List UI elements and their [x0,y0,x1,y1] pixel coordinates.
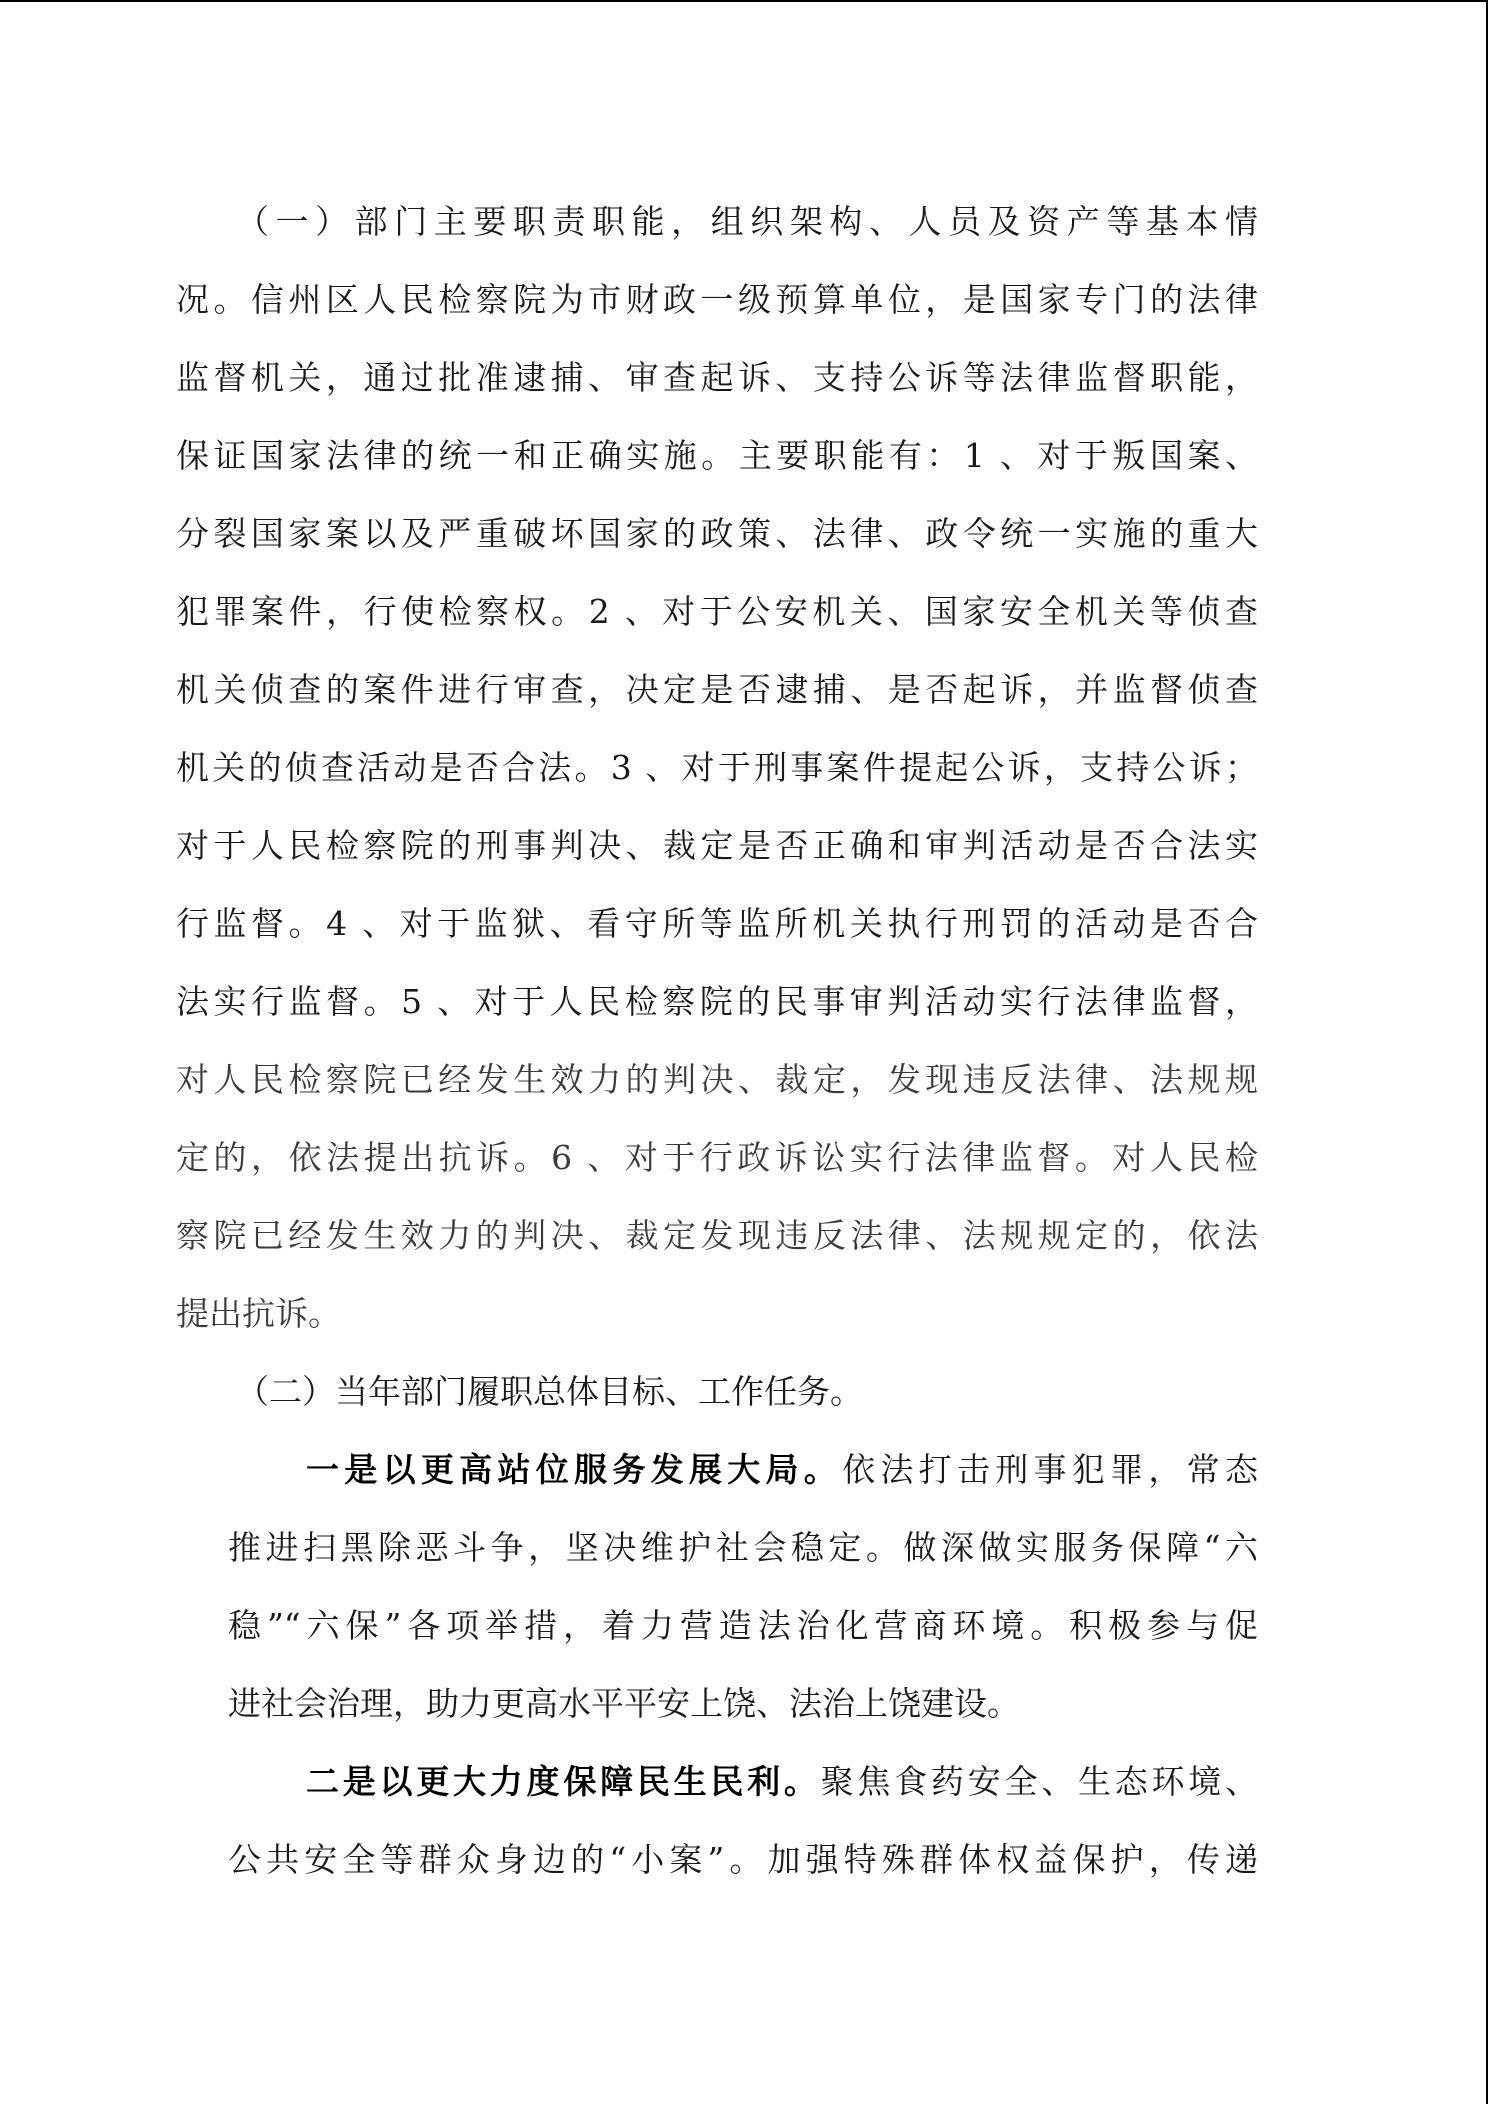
s2-para1-line1-rest: 依法打击刑事犯罪，常态 [842,1450,1259,1489]
s2-para1-line-4: 进社会治理，助力更高水平平安上饶、法治上饶建设。 [228,1684,1020,1723]
s1-line-3: 监督机关，通过批准逮捕、审查起诉、支持公诉等法律监督职能， [176,358,1258,397]
s2-para2-bold-lead: 二是以更大力度保障民生民利。 [306,1762,821,1801]
s1-line-10: 行监督。4 、对于监狱、看守所等监所机关执行刑罚的活动是否合 [176,904,1258,943]
s2-para1-bold-lead: 一是以更高站位服务发展大局。 [306,1450,843,1489]
s1-line-14: 察院已经发生效力的判决、裁定发现违反法律、法规规定的，依法 [176,1216,1258,1255]
s1-line-7: 机关侦查的案件进行审查，决定是否逮捕、是否起诉，并监督侦查 [176,670,1258,709]
s1-line-9: 对于人民检察院的刑事判决、裁定是否正确和审判活动是否合法实 [176,826,1258,865]
s2-para1-line-1 [306,1450,1258,1490]
s1-line-12: 对人民检察院已经发生效力的判决、裁定，发现违反法律、法规规 [176,1060,1258,1099]
s1-line-5: 分裂国家案以及严重破坏国家的政策、法律、政令统一实施的重大 [176,514,1258,553]
s1-line-15: 提出抗诉。 [176,1294,341,1333]
s2-para2-line1-rest: 聚焦食药安全、生态环境、 [820,1762,1259,1801]
s1-line-6: 犯罪案件，行使检察权。2 、对于公安机关、国家安全机关等侦查 [176,592,1258,631]
s1-line-13: 定的，依法提出抗诉。6 、对于行政诉讼实行法律监督。对人民检 [176,1138,1258,1177]
s2-para1-line-3: 稳”“六保”各项举措，着力营造法治化营商环境。积极参与促 [228,1606,1258,1645]
s1-line-2: 况。信州区人民检察院为市财政一级预算单位，是国家专门的法律 [176,280,1258,319]
s1-line-11: 法实行监督。5 、对于人民检察院的民事审判活动实行法律监督， [176,982,1258,1021]
s2-para2-line-1 [306,1762,1258,1802]
s2-para2-line-2: 公共安全等群众身边的“小案”。加强特殊群体权益保护，传递 [228,1840,1258,1879]
s1-line-4: 保证国家法律的统一和正确实施。主要职能有：1 、对于叛国案、 [176,436,1258,475]
s1-line-8: 机关的侦查活动是否合法。3 、对于刑事案件提起公诉，支持公诉； [176,748,1258,787]
s2-para1-line-2: 推进扫黑除恶斗争，坚决维护社会稳定。做深做实服务保障“六 [228,1528,1258,1567]
s2-heading: （二）当年部门履职总体目标、工作任务。 [236,1372,863,1411]
s1-line-1: （一）部门主要职责职能，组织架构、人员及资产等基本情 [236,202,1258,241]
